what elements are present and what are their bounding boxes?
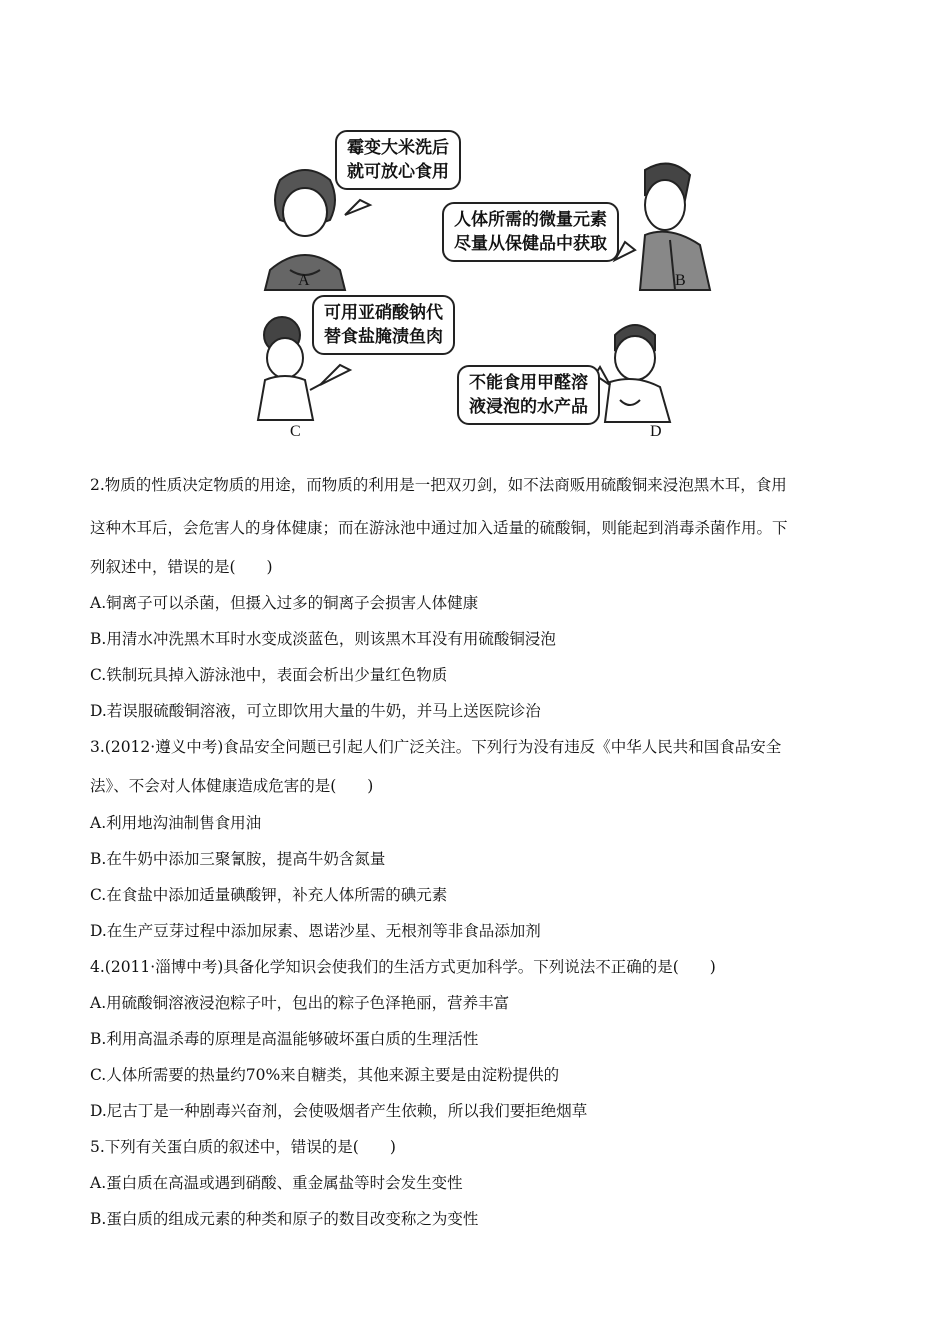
question-2-option-d: D.若误服硫酸铜溶液，可立即饮用大量的牛奶，并马上送医院诊治: [90, 702, 541, 720]
person-d-drawing: [605, 325, 670, 422]
question-5-option-b: B.蛋白质的组成元素的种类和原子的数目改变称之为变性: [90, 1210, 479, 1228]
bubble-c-line-1: 可用亚硝酸钠代: [324, 303, 443, 323]
question-3-option-a: A.利用地沟油制售食用油: [90, 814, 262, 832]
figure-label-b: B: [675, 272, 686, 289]
question-2-option-b: B.用清水冲洗黑木耳时水变成淡蓝色，则该黑木耳没有用硫酸铜浸泡: [90, 630, 556, 648]
question-3-stem-line-1: 3.(2012·遵义中考)食品安全问题已引起人们广泛关注。下列行为没有违反《中华人民共和国食品安全: [90, 738, 782, 756]
question-2-stem-line-1: 2.物质的性质决定物质的用途，而物质的利用是一把双刃剑，如不法商贩用硫酸铜来浸泡黑木耳，食用: [90, 476, 787, 494]
question-4-stem-line-1: 4.(2011·淄博中考)具备化学知识会使我们的生活方式更加科学。下列说法不正确的是( ): [90, 958, 716, 976]
question-2-option-c: C.铁制玩具掉入游泳池中，表面会析出少量红色物质: [90, 666, 448, 684]
figure-label-c: C: [290, 423, 301, 440]
question-4-option-a: A.用硫酸铜溶液浸泡粽子叶，包出的粽子色泽艳丽，营养丰富: [90, 994, 510, 1012]
bubble-d-line-2: 液浸泡的水产品: [469, 397, 588, 417]
figure-label-d: D: [650, 423, 662, 440]
cartoon-illustration: [220, 120, 740, 450]
question-4-option-d: D.尼古丁是一种剧毒兴奋剂，会使吸烟者产生依赖，所以我们要拒绝烟草: [90, 1102, 588, 1120]
speech-bubble-c: [312, 295, 455, 355]
question-4-option-c: C.人体所需要的热量约70%来自糖类，其他来源主要是由淀粉提供的: [90, 1066, 560, 1084]
question-2-stem-line-3: 列叙述中，错误的是( ): [90, 558, 273, 576]
question-3-option-d: D.在生产豆芽过程中添加尿素、恩诺沙星、无根剂等非食品添加剂: [90, 922, 541, 940]
bubble-a-line-1: 霉变大米洗后: [347, 138, 449, 158]
question-4-option-b: B.利用高温杀毒的原理是高温能够破坏蛋白质的生理活性: [90, 1030, 479, 1048]
question-2-stem-line-2: 这种木耳后，会危害人的身体健康；而在游泳池中通过加入适量的硫酸铜，则能起到消毒杀菌作用。下: [90, 519, 788, 537]
bubble-a-line-2: 就可放心食用: [347, 162, 449, 182]
question-5-option-a: A.蛋白质在高温或遇到硝酸、重金属盐等时会发生变性: [90, 1174, 463, 1192]
figure-label-a: A: [298, 272, 310, 289]
question-5-stem-line-1: 5.下列有关蛋白质的叙述中，错误的是( ): [90, 1138, 396, 1156]
bubble-d-line-1: 不能食用甲醛溶: [469, 373, 588, 393]
bubble-b-line-1: 人体所需的微量元素: [454, 210, 607, 230]
speech-bubble-a: [335, 130, 461, 190]
question-3-stem-line-2: 法》、不会对人体健康造成危害的是( ): [90, 777, 374, 795]
question-3-option-b: B.在牛奶中添加三聚氰胺，提高牛奶含氮量: [90, 850, 386, 868]
speech-bubble-b: [442, 202, 619, 262]
speech-bubble-d: [457, 365, 600, 425]
question-2-option-a: A.铜离子可以杀菌，但摄入过多的铜离子会损害人体健康: [90, 594, 479, 612]
bubble-c-line-2: 替食盐腌渍鱼肉: [324, 327, 443, 347]
bubble-b-line-2: 尽量从保健品中获取: [454, 234, 607, 254]
question-3-option-c: C.在食盐中添加适量碘酸钾，补充人体所需的碘元素: [90, 886, 448, 904]
